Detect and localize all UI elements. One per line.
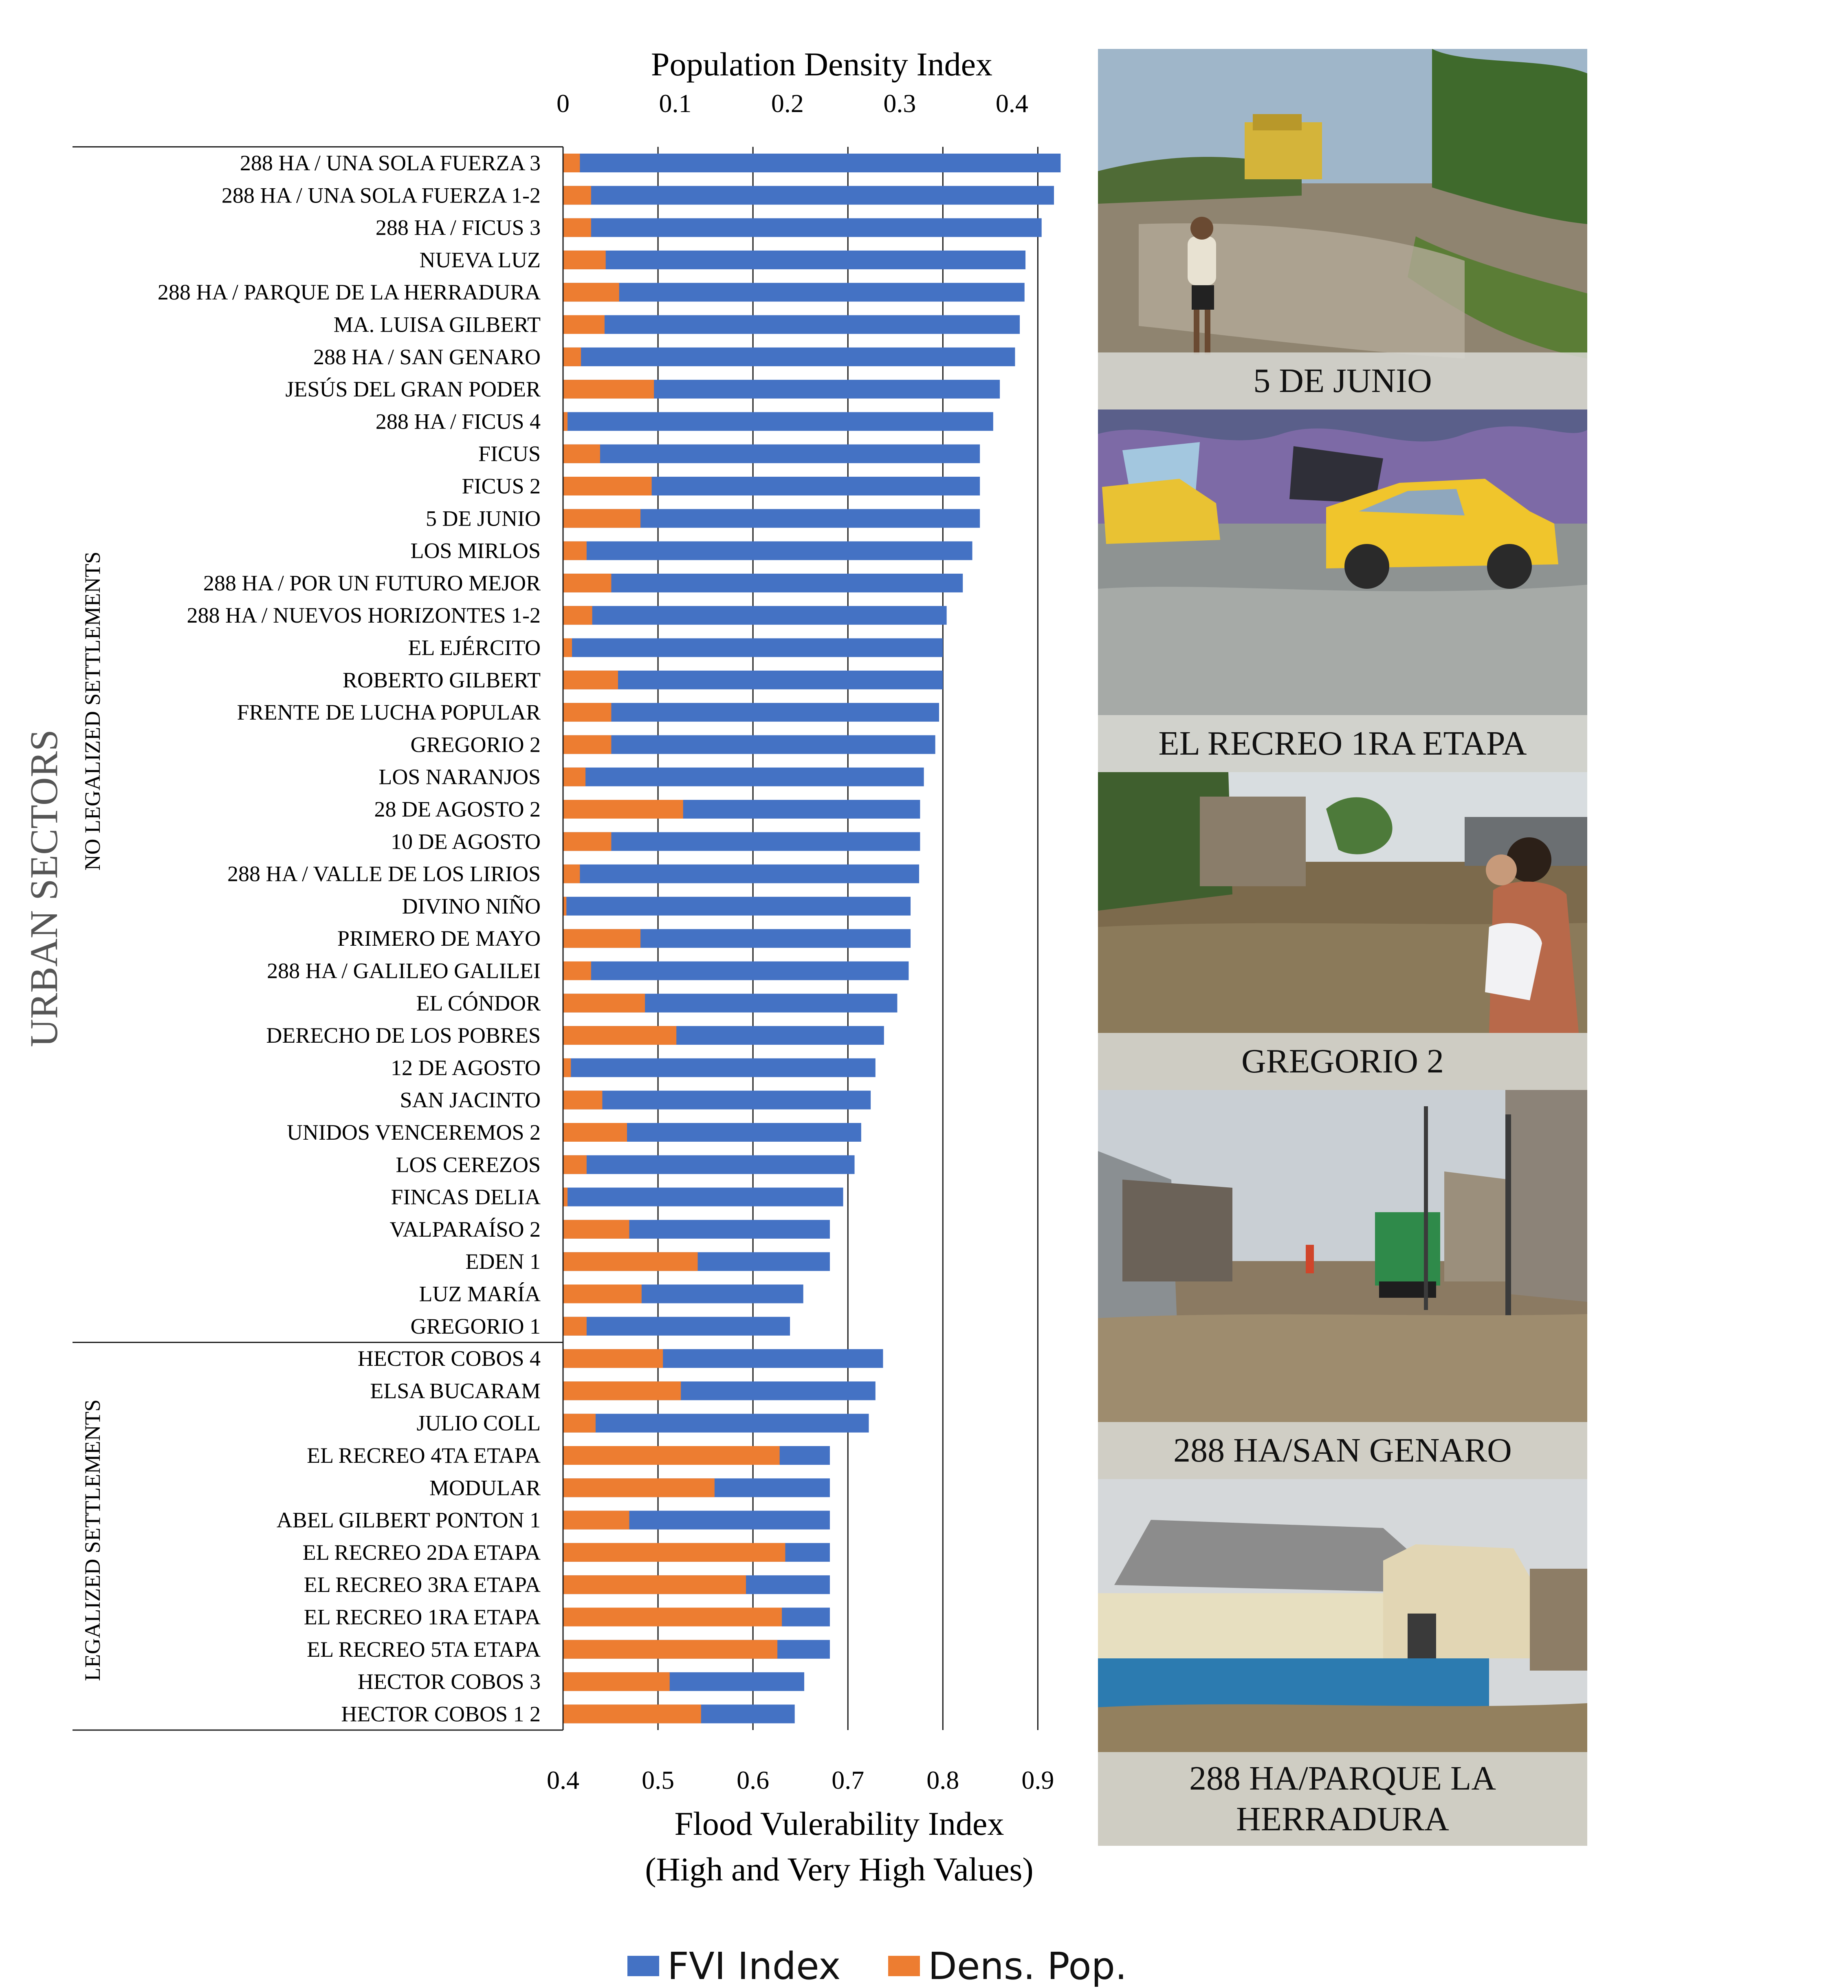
bar-fvi bbox=[563, 703, 939, 722]
category-label: HECTOR COBOS 4 bbox=[357, 1346, 541, 1371]
bar-density bbox=[563, 1672, 670, 1691]
category-label: MA. LUISA GILBERT bbox=[333, 312, 541, 337]
bar-density bbox=[563, 154, 580, 172]
category-label: 288 HA / FICUS 3 bbox=[375, 215, 541, 240]
bar-density bbox=[563, 412, 568, 431]
top-tick-label: 0 bbox=[557, 89, 570, 118]
category-labels bbox=[158, 151, 541, 1726]
bar-fvi bbox=[563, 283, 1025, 302]
photo-caption: 288 HA/SAN GENARO bbox=[1098, 1422, 1587, 1479]
bar-fvi bbox=[563, 606, 947, 625]
photo-caption: 288 HA/PARQUE LA HERRADURA bbox=[1098, 1752, 1587, 1846]
category-label: JULIO COLL bbox=[416, 1411, 541, 1435]
category-label: 288 HA / GALILEO GALILEI bbox=[267, 958, 541, 983]
bar-fvi bbox=[563, 251, 1025, 269]
bar-fvi bbox=[563, 1155, 855, 1174]
bar-density bbox=[563, 929, 640, 948]
bar-density bbox=[563, 1640, 777, 1659]
bar-density bbox=[563, 1414, 596, 1433]
bar-fvi bbox=[563, 218, 1042, 237]
bar-density bbox=[563, 1446, 780, 1465]
category-label: ELSA BUCARAM bbox=[370, 1378, 541, 1403]
group-label-no-legalized: NO LEGALIZED SETTLEMENTS bbox=[80, 551, 105, 871]
bar-fvi bbox=[563, 1317, 790, 1336]
legend-dens-pop bbox=[888, 1944, 1127, 1988]
category-label: EL RECREO 1RA ETAPA bbox=[304, 1605, 541, 1629]
category-label: 288 HA / UNA SOLA FUERZA 1-2 bbox=[221, 183, 541, 208]
bar-fvi bbox=[563, 671, 943, 689]
bar-density bbox=[563, 542, 587, 560]
category-label: MODULAR bbox=[429, 1475, 541, 1500]
top-tick-label: 0.1 bbox=[659, 89, 692, 118]
category-label: LOS CEREZOS bbox=[396, 1152, 541, 1177]
bar-fvi bbox=[563, 412, 993, 431]
photo-caption: EL RECREO 1RA ETAPA bbox=[1098, 715, 1587, 772]
bar-density bbox=[563, 735, 611, 754]
bar-density bbox=[563, 865, 580, 883]
photo-288-ha-parque-la-herradura bbox=[1098, 1479, 1587, 1846]
category-label: 288 HA / VALLE DE LOS LIRIOS bbox=[227, 861, 541, 886]
photo-san-genaro-scene bbox=[1098, 1090, 1587, 1479]
bar-density bbox=[563, 477, 652, 495]
category-label: ABEL GILBERT PONTON 1 bbox=[276, 1508, 541, 1532]
bar-density bbox=[563, 1575, 746, 1594]
bar-density bbox=[563, 1058, 571, 1077]
bar-fvi bbox=[563, 1414, 869, 1433]
bar-fvi bbox=[563, 638, 943, 657]
legend-fvi bbox=[627, 1944, 841, 1988]
bar-density bbox=[563, 218, 591, 237]
bar-density bbox=[563, 671, 618, 689]
category-label: DIVINO NIÑO bbox=[402, 894, 541, 918]
category-label: EL EJÉRCITO bbox=[408, 635, 541, 660]
top-tick-label: 0.3 bbox=[883, 89, 916, 118]
bar-density bbox=[563, 1188, 568, 1206]
category-label: 288 HA / NUEVOS HORIZONTES 1-2 bbox=[187, 603, 541, 628]
bar-fvi bbox=[563, 574, 963, 592]
category-label: GREGORIO 2 bbox=[410, 732, 541, 757]
bar-density bbox=[563, 574, 611, 592]
bar-fvi bbox=[563, 832, 920, 851]
category-label: NUEVA LUZ bbox=[419, 247, 541, 272]
bar-fvi bbox=[563, 865, 919, 883]
bar-density bbox=[563, 800, 683, 819]
bar-fvi bbox=[563, 542, 972, 560]
bar-density bbox=[563, 380, 654, 398]
photo-el-recreo-1ra-etapa bbox=[1098, 409, 1587, 772]
top-axis-title: Population Density Index bbox=[651, 46, 993, 83]
category-label: DERECHO DE LOS POBRES bbox=[266, 1023, 541, 1048]
bar-density bbox=[563, 1026, 676, 1045]
category-label: FRENTE DE LUCHA POPULAR bbox=[237, 700, 541, 725]
photo-gregorio-2 bbox=[1098, 772, 1587, 1090]
category-label: 5 DE JUNIO bbox=[426, 506, 541, 531]
bar-density bbox=[563, 251, 606, 269]
urban-sectors-title: URBAN SECTORS bbox=[22, 729, 66, 1047]
category-label: UNIDOS VENCEREMOS 2 bbox=[286, 1120, 541, 1145]
bottom-tick-label: 0.8 bbox=[926, 1766, 959, 1794]
category-label: LOS MIRLOS bbox=[410, 538, 541, 563]
category-label: SAN JACINTO bbox=[400, 1088, 541, 1112]
category-label: EL RECREO 2DA ETAPA bbox=[302, 1540, 541, 1565]
category-label: 288 HA / PARQUE DE LA HERRADURA bbox=[157, 280, 541, 305]
bar-density bbox=[563, 638, 572, 657]
bottom-tick-label: 0.7 bbox=[832, 1766, 865, 1794]
bar-density bbox=[563, 1123, 627, 1142]
category-label: HECTOR COBOS 3 bbox=[357, 1669, 541, 1694]
bar-density bbox=[563, 1220, 629, 1239]
category-label: 28 DE AGOSTO 2 bbox=[374, 797, 541, 821]
bar-fvi bbox=[563, 154, 1060, 172]
bar-fvi bbox=[563, 348, 1015, 366]
bar-fvi bbox=[563, 1091, 871, 1110]
bar-density bbox=[563, 1511, 629, 1530]
bar-density bbox=[563, 606, 592, 625]
bar-density bbox=[563, 283, 619, 302]
top-tick-label: 0.2 bbox=[771, 89, 804, 118]
category-label: 12 DE AGOSTO bbox=[390, 1055, 541, 1080]
bar-density bbox=[563, 768, 585, 786]
bar-density bbox=[563, 1704, 701, 1723]
bar-fvi bbox=[563, 897, 911, 916]
category-label: HECTOR COBOS 1 2 bbox=[341, 1702, 541, 1726]
bar-density bbox=[563, 994, 645, 1013]
bar-density bbox=[563, 1252, 698, 1271]
category-label: GREGORIO 1 bbox=[410, 1314, 541, 1339]
category-label: LUZ MARÍA bbox=[419, 1281, 541, 1306]
category-label: 288 HA / SAN GENARO bbox=[313, 344, 541, 369]
photo-5-de-junio bbox=[1098, 49, 1587, 409]
bars bbox=[563, 154, 1060, 1723]
bar-density bbox=[563, 1285, 642, 1303]
bar-density bbox=[563, 703, 611, 722]
bar-density bbox=[563, 348, 581, 366]
category-label: EL RECREO 4TA ETAPA bbox=[307, 1443, 541, 1468]
bottom-tick-label: 0.5 bbox=[642, 1766, 675, 1794]
category-label: JESÚS DEL GRAN PODER bbox=[285, 377, 541, 402]
bar-fvi bbox=[563, 445, 980, 463]
bottom-tick-label: 0.6 bbox=[737, 1766, 770, 1794]
bar-fvi bbox=[563, 186, 1054, 205]
bar-density bbox=[563, 832, 611, 851]
category-label: LOS NARANJOS bbox=[378, 764, 541, 789]
legend-swatch-fvi bbox=[627, 1956, 659, 1976]
category-label: 288 HA / UNA SOLA FUERZA 3 bbox=[240, 151, 541, 175]
photo-caption: 5 DE JUNIO bbox=[1098, 352, 1587, 409]
bar-fvi bbox=[563, 1188, 843, 1206]
photo-288-ha-san-genaro bbox=[1098, 1090, 1587, 1479]
bar-density bbox=[563, 445, 600, 463]
photo-caption: GREGORIO 2 bbox=[1098, 1033, 1587, 1090]
bar-density bbox=[563, 1381, 681, 1400]
bar-density bbox=[563, 962, 591, 980]
category-label: FICUS bbox=[478, 441, 541, 466]
bar-fvi bbox=[563, 768, 924, 786]
bottom-tick-label: 0.9 bbox=[1021, 1766, 1054, 1794]
bar-fvi bbox=[563, 735, 935, 754]
category-label: ROBERTO GILBERT bbox=[342, 667, 541, 692]
group-label-legalized: LEGALIZED SETTLEMENTS bbox=[80, 1399, 105, 1681]
category-label: VALPARAÍSO 2 bbox=[389, 1217, 541, 1242]
bar-density bbox=[563, 186, 591, 205]
bar-density bbox=[563, 1155, 587, 1174]
category-label: FICUS 2 bbox=[462, 474, 541, 498]
legend-swatch-dens bbox=[888, 1956, 920, 1976]
legend-label-dens: Dens. Pop. bbox=[928, 1944, 1127, 1988]
bottom-axis-title-line1: Flood Vulerability Index bbox=[674, 1805, 1004, 1842]
category-label: EL CÓNDOR bbox=[416, 991, 541, 1015]
legend-label-fvi: FVI Index bbox=[667, 1944, 841, 1988]
bar-density bbox=[563, 1543, 785, 1562]
bar-density bbox=[563, 1608, 782, 1627]
bar-density bbox=[563, 315, 605, 334]
bar-density bbox=[563, 1091, 602, 1110]
category-label: FINCAS DELIA bbox=[391, 1184, 541, 1209]
category-label: EDEN 1 bbox=[465, 1249, 541, 1274]
category-label: EL RECREO 5TA ETAPA bbox=[307, 1637, 541, 1662]
bottom-tick-label: 0.4 bbox=[547, 1766, 579, 1794]
bar-fvi bbox=[563, 1058, 876, 1077]
bar-density bbox=[563, 509, 640, 528]
bar-fvi bbox=[563, 315, 1020, 334]
bar-density bbox=[563, 1317, 587, 1336]
bar-density bbox=[563, 1349, 663, 1368]
category-label: EL RECREO 3RA ETAPA bbox=[304, 1572, 541, 1597]
bar-density bbox=[563, 1478, 715, 1497]
top-tick-label: 0.4 bbox=[995, 89, 1028, 118]
category-label: 288 HA / POR UN FUTURO MEJOR bbox=[203, 570, 541, 595]
category-label: 10 DE AGOSTO bbox=[390, 829, 541, 854]
category-label: PRIMERO DE MAYO bbox=[337, 926, 541, 951]
bottom-axis-title-line2: (High and Very High Values) bbox=[645, 1851, 1034, 1888]
bar-fvi bbox=[563, 962, 909, 980]
category-label: 288 HA / FICUS 4 bbox=[375, 409, 541, 434]
